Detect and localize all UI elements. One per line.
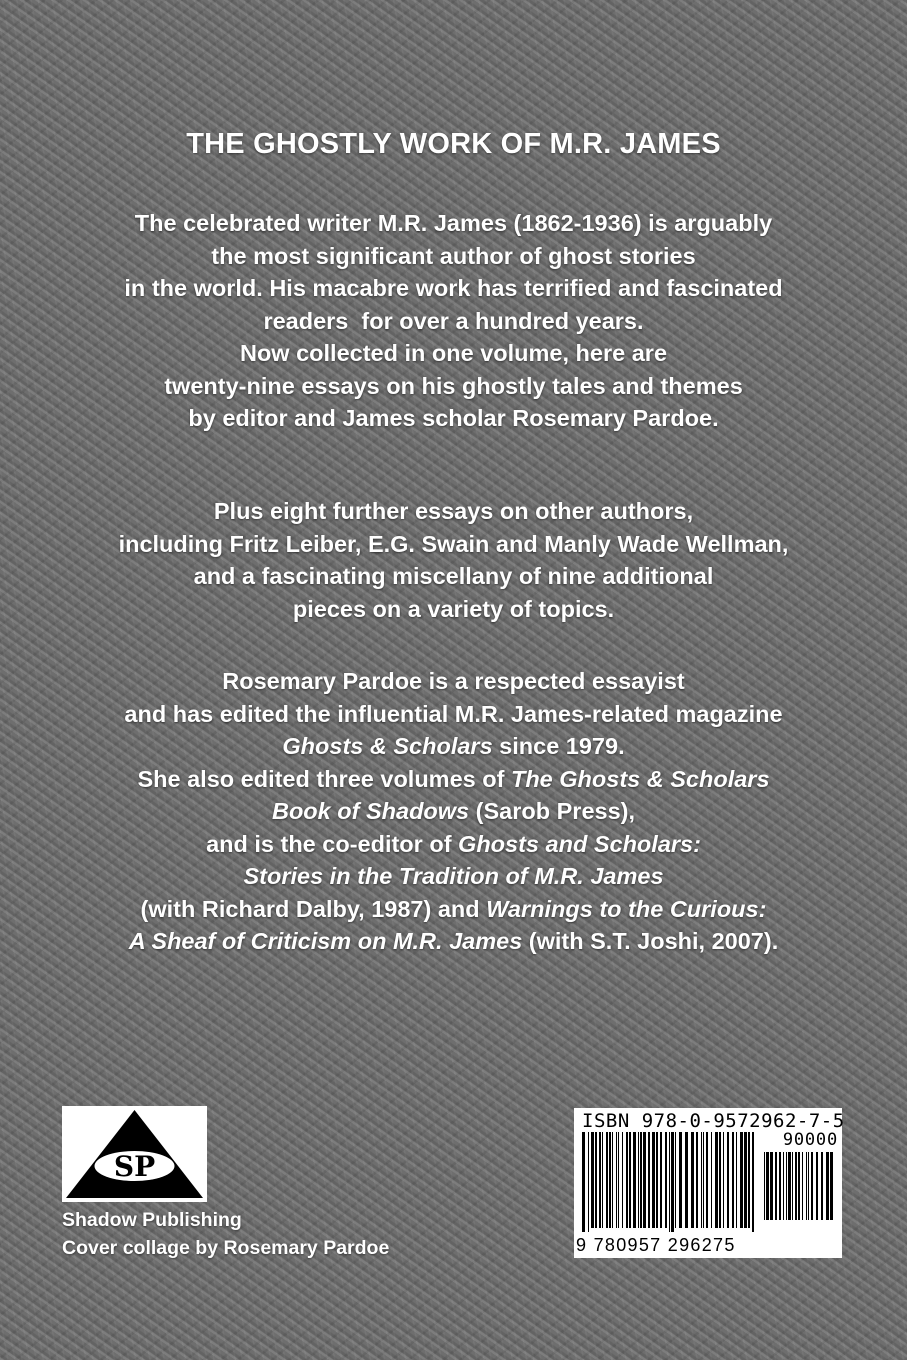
description-line: in the world. His macabre work has terrified and fascinated	[124, 275, 783, 301]
barcode-bar	[602, 1132, 603, 1228]
barcode-bar	[775, 1152, 777, 1220]
barcode-bar	[802, 1152, 803, 1220]
magazine-title: Ghosts & Scholars	[282, 733, 493, 759]
bio-text: (Sarob Press),	[469, 798, 636, 824]
book-title-italic: A Sheaf of Criticism on M.R. James	[128, 928, 523, 954]
bio-text: Rosemary Pardoe is a respected essayist	[222, 668, 685, 694]
addon-bars	[764, 1152, 838, 1252]
barcode-bar	[591, 1132, 594, 1228]
publisher-name: Shadow Publishing	[62, 1209, 242, 1231]
bio-line	[40, 795, 867, 828]
isbn-barcode	[574, 1108, 845, 1258]
barcode-bar	[811, 1152, 813, 1220]
barcode-bar	[582, 1132, 585, 1232]
barcode-bar	[706, 1132, 708, 1228]
barcode-bar	[638, 1132, 639, 1228]
barcode-bar	[685, 1132, 688, 1228]
barcode-bar	[766, 1152, 769, 1220]
barcode-bar	[806, 1152, 807, 1220]
barcode-bar	[703, 1132, 704, 1228]
barcode-bar	[798, 1152, 800, 1220]
barcode-bar	[622, 1132, 623, 1228]
barcode-bar	[665, 1132, 667, 1228]
description-line: by editor and James scholar Rosemary Pardoe.	[188, 405, 719, 431]
barcode-bar	[588, 1132, 589, 1232]
barcode-bar	[783, 1152, 784, 1220]
barcode-bar	[764, 1152, 765, 1220]
barcode-bar	[626, 1132, 628, 1228]
book-title-italic: The Ghosts & Scholars	[510, 765, 770, 792]
contents-line: including Fritz Leiber, E.G. Swain and Manly Wade Wellman,	[118, 530, 789, 557]
barcode-bar	[723, 1132, 724, 1228]
description-line: Now collected in one volume, here are	[239, 340, 668, 366]
barcode-bar	[770, 1152, 773, 1220]
book-title-italic: Ghosts and Scholars:	[458, 830, 701, 857]
barcode-bar	[696, 1132, 698, 1228]
bio-line	[40, 730, 867, 763]
barcode-bar	[652, 1132, 655, 1228]
bio-line	[40, 665, 867, 698]
barcode-bar	[643, 1132, 646, 1228]
barcode-bar	[640, 1132, 642, 1228]
bio-text: (with Richard Dalby, 1987) and	[140, 895, 487, 922]
barcode-bar	[595, 1132, 597, 1228]
barcode-bar	[792, 1152, 793, 1220]
barcode-bar	[629, 1132, 631, 1228]
barcode-bar	[669, 1132, 670, 1232]
barcode-bar	[616, 1132, 617, 1228]
bio-line	[40, 698, 867, 731]
book-title-italic: Stories in the Tradition of M.R. James	[243, 863, 664, 889]
barcode-bar	[671, 1132, 674, 1232]
barcode-bar	[830, 1152, 833, 1220]
publisher-info	[62, 1206, 389, 1262]
barcode-bar	[715, 1132, 718, 1228]
bio-text: and has edited the influential M.R. James-related magazine	[124, 700, 783, 727]
description-line: The celebrated writer M.R. James (1862-1936) is arguably	[134, 210, 773, 236]
description-line: readers for over a hundred years.	[263, 307, 644, 334]
barcode-bar	[656, 1132, 658, 1228]
barcode-bar	[633, 1132, 636, 1228]
bio-line	[40, 763, 867, 796]
barcode-bar	[727, 1132, 729, 1228]
logo-letters: SP	[113, 1150, 156, 1183]
barcode-bar	[826, 1152, 829, 1220]
barcode-bar	[808, 1152, 809, 1220]
barcode-bar	[660, 1132, 662, 1228]
bio-line	[40, 893, 867, 926]
description-paragraph	[40, 207, 867, 435]
barcode-bar	[648, 1132, 650, 1228]
barcode-bar	[675, 1132, 676, 1228]
bio-text: (with S.T. Joshi, 2007).	[522, 928, 779, 954]
barcode-bar	[740, 1132, 743, 1228]
barcode-bar	[701, 1132, 702, 1228]
bio-text: and is the co-editor of	[206, 830, 459, 857]
description-line: the most significant author of ghost stories	[211, 242, 696, 269]
ean13-bars	[582, 1132, 758, 1232]
barcode-bar	[779, 1152, 781, 1220]
book-title-italic: Book of Shadows	[271, 798, 470, 824]
barcode-bar	[732, 1132, 734, 1228]
barcode-bar	[748, 1132, 750, 1228]
contents-line: and a fascinating miscellany of nine additional	[193, 563, 714, 589]
bio-text: since 1979.	[492, 733, 625, 759]
contents-line: Plus eight further essays on other authors,	[213, 498, 694, 524]
bio-text: She also edited three volumes of	[137, 765, 511, 792]
barcode-bar	[736, 1132, 737, 1228]
barcode-bar	[599, 1132, 601, 1228]
barcode-bar	[786, 1152, 787, 1220]
barcode-bar	[606, 1132, 608, 1228]
barcode-bar	[821, 1152, 823, 1220]
publisher-logo	[62, 1106, 207, 1202]
description-line: twenty-nine essays on his ghostly tales and themes	[164, 372, 743, 399]
barcode-bar	[618, 1132, 619, 1228]
book-title: THE GHOSTLY WORK OF M.R. JAMES	[186, 128, 721, 160]
barcode-bar	[719, 1132, 721, 1228]
barcode-bar	[752, 1132, 754, 1232]
barcode-bar	[609, 1132, 611, 1228]
bio-line	[40, 860, 867, 893]
barcode-bar	[711, 1132, 712, 1228]
price-code-label: 90000	[782, 1130, 838, 1150]
author-bio-paragraph	[40, 665, 867, 958]
barcode-digits: 9 780957 296275	[576, 1235, 736, 1255]
bio-line	[40, 828, 867, 861]
barcode-bar	[788, 1152, 791, 1220]
barcode-bar	[691, 1132, 694, 1228]
contents-paragraph	[40, 495, 867, 625]
book-title-italic: Warnings to the Curious:	[486, 895, 767, 922]
barcode-bar	[795, 1152, 797, 1220]
barcode-bar	[816, 1152, 818, 1220]
barcode-bar	[612, 1132, 613, 1228]
bio-line	[40, 925, 867, 958]
isbn-label: ISBN 978-0-9572962-7-5	[582, 1110, 845, 1132]
barcode-bar	[744, 1132, 747, 1228]
triangle-logo-icon	[62, 1106, 207, 1202]
cover-credit: Cover collage by Rosemary Pardoe	[62, 1237, 390, 1259]
barcode-bar	[679, 1132, 682, 1228]
contents-line: pieces on a variety of topics.	[292, 595, 615, 622]
